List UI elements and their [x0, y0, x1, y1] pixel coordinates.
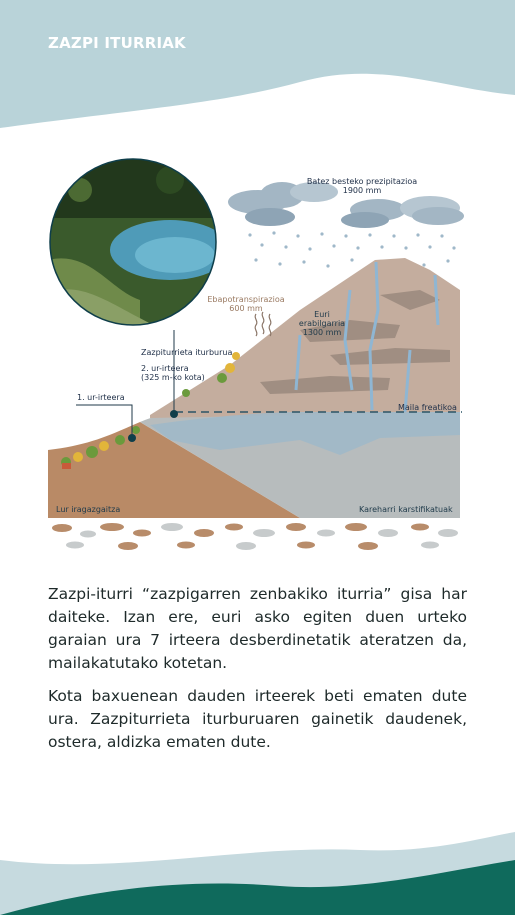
page-title: ZAZPI ITURRIAK — [48, 34, 186, 52]
evapotranspiration-label: Ebapotranspirazioa 600 mm — [207, 295, 285, 314]
description-paragraph-1: Zazpi-iturri “zazpigarren zenbakiko iturria” gisa har daiteke. Izan ere, euri asko egiten duen urteko garaian ura 7 irteera desberdinetatik ateratzen da, mailakatutako kotetan. — [48, 585, 467, 672]
water-table-label: Maila freatikoa — [398, 403, 457, 412]
outlet1-label: 1. ur-irteera — [77, 393, 125, 402]
footer-wave — [0, 820, 515, 915]
rain-drops — [248, 231, 455, 267]
outlet2-marker — [170, 410, 178, 418]
outlet2-label: 2. ur-irteera (325 m-ko kota) — [141, 364, 205, 383]
header-band — [0, 0, 515, 130]
spring-photo — [48, 158, 230, 328]
evaporation-arrows — [255, 312, 271, 336]
available-rain-label: Euri erabilgarria 1300 mm — [298, 310, 346, 338]
outlet1-marker — [128, 434, 136, 442]
spring-head-label: Zazpiturrieta iturburua — [141, 348, 233, 357]
precipitation-label: Batez besteko prezipitazioa 1900 mm — [306, 177, 418, 196]
impermeable-soil-label: Lur iragazgaitza — [56, 505, 121, 514]
limestone-label: Kareharri karstifikatuak — [359, 505, 453, 514]
description-text — [48, 583, 467, 764]
description-paragraph-2: Kota baxuenean dauden irteerek beti ematen dute ura. Zazpiturrieta iturburuaren gainetik daudenek, ostera, aldizka ematen dute. — [48, 687, 467, 751]
hydrogeology-diagram — [0, 150, 515, 570]
bedrock-pebbles — [52, 523, 458, 550]
